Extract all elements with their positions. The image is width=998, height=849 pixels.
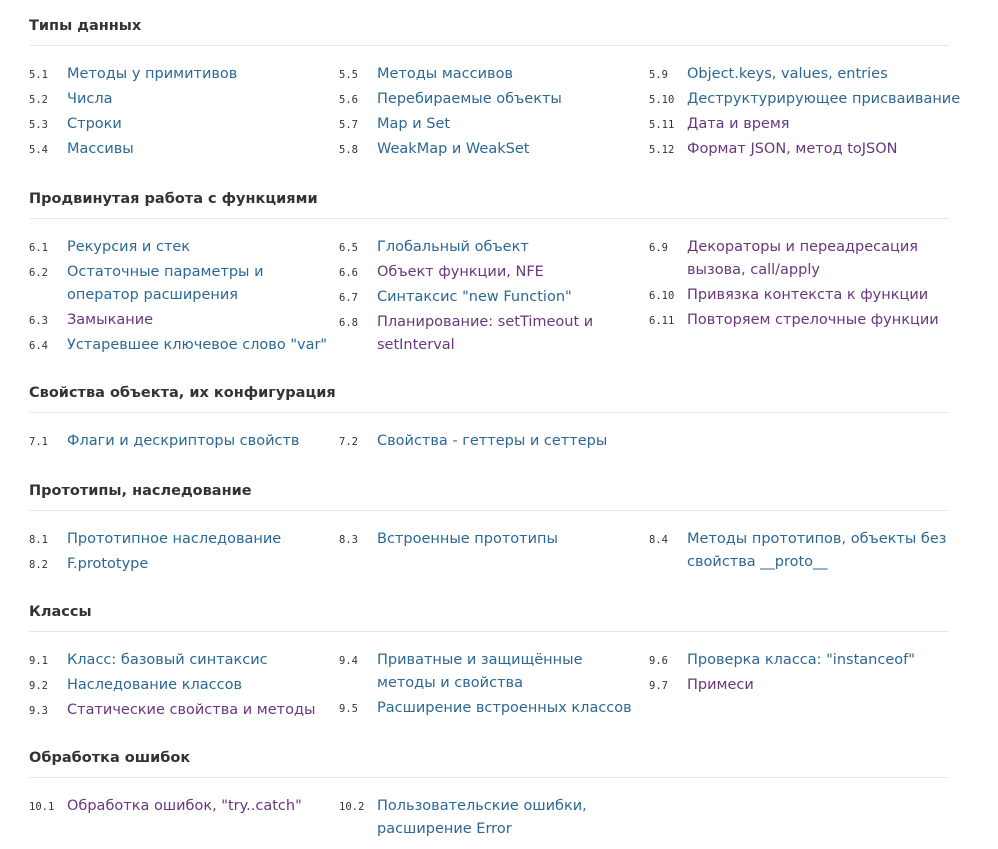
item-number: 6.7 [339,292,358,304]
item-number: 5.5 [339,69,358,81]
item-label: Пользовательские ошибки, расширение Error [377,798,587,837]
item-number: 5.7 [339,119,358,131]
item-number: 5.10 [649,94,675,106]
item-number: 5.1 [29,69,48,81]
item-label: Декораторы и переадресация вызова, call/apply [687,239,919,278]
item-number: 5.2 [29,94,48,106]
item-label: Глобальный объект [377,239,529,255]
item-label: Устаревшее ключевое слово "var" [67,337,328,353]
item-label: Проверка класса: "instanceof" [687,652,915,668]
section-divider [29,510,949,511]
item-number: 5.6 [339,94,358,106]
section-divider [29,777,949,778]
item-label: Дата и время [687,116,790,132]
item-number: 9.1 [29,655,48,667]
item-number: 9.7 [649,680,668,692]
item-label: Статические свойства и методы [67,702,316,718]
item-label: Перебираемые объекты [377,91,562,107]
item-label: Планирование: setTimeout и setInterval [377,314,594,353]
item-number: 6.3 [29,315,48,327]
item-number: 9.5 [339,703,358,715]
section-title-classes: Классы [29,604,92,620]
item-number: 8.1 [29,534,48,546]
item-label: Строки [67,116,122,132]
item-label: Деструктурирующее присваивание [687,91,961,107]
item-number: 6.6 [339,267,358,279]
item-number: 6.8 [339,317,358,329]
item-number: 9.3 [29,705,48,717]
item-number: 5.12 [649,144,675,156]
section-title-data-types: Типы данных [29,18,142,34]
item-label: Массивы [67,141,134,157]
item-number: 6.9 [649,242,668,254]
item-label: Замыкание [67,312,154,328]
item-number: 6.5 [339,242,358,254]
section-divider [29,631,949,632]
item-number: 5.3 [29,119,48,131]
item-label: Объект функции, NFE [377,264,544,280]
item-number: 9.4 [339,655,358,667]
item-label: Map и Set [377,116,451,132]
item-number: 8.2 [29,559,48,571]
item-label: Приватные и защищённые методы и свойства [377,652,583,691]
item-number: 8.4 [649,534,668,546]
section-divider [29,218,949,219]
item-label: Привязка контекста к функции [687,287,929,303]
section-title-advanced-functions: Продвинутая работа с функциями [29,191,318,207]
section-divider [29,412,949,413]
item-number: 5.9 [649,69,668,81]
item-number: 5.4 [29,144,48,156]
item-label: Класс: базовый синтаксис [67,652,268,668]
item-number: 6.10 [649,290,675,302]
item-number: 5.8 [339,144,358,156]
item-label: Примеси [687,677,754,693]
item-label: Синтаксис "new Function" [377,289,572,305]
item-number: 9.6 [649,655,668,667]
item-label: Наследование классов [67,677,242,693]
item-label: Рекурсия и стек [67,239,191,255]
item-number: 6.4 [29,340,48,352]
item-label: Прототипное наследование [67,531,282,547]
item-label: Формат JSON, метод toJSON [687,141,898,157]
item-label: Методы массивов [377,66,513,82]
item-label: WeakMap и WeakSet [377,141,530,157]
section-title-object-properties: Свойства объекта, их конфигурация [29,385,336,401]
item-number: 10.1 [29,801,55,813]
item-label: Флаги и дескрипторы свойств [67,433,300,449]
item-number: 7.1 [29,436,48,448]
item-label: Методы у примитивов [67,66,238,82]
section-title-error-handling: Обработка ошибок [29,750,191,766]
item-label: Расширение встроенных классов [377,700,632,716]
item-number: 8.3 [339,534,358,546]
item-number: 5.11 [649,119,675,131]
item-number: 6.2 [29,267,48,279]
section-title-prototypes: Прототипы, наследование [29,483,252,499]
item-label: Методы прототипов, объекты без свойства __proto__ [687,531,947,570]
item-label: F.prototype [67,556,149,572]
item-number: 9.2 [29,680,48,692]
item-label: Остаточные параметры и оператор расширения [67,264,264,303]
item-label: Повторяем стрелочные функции [687,312,939,328]
item-number: 10.2 [339,801,365,813]
item-number: 6.11 [649,315,675,327]
item-number: 6.1 [29,242,48,254]
section-divider [29,45,949,46]
item-label: Встроенные прототипы [377,531,558,547]
item-label: Свойства - геттеры и сеттеры [377,433,608,449]
item-label: Object.keys, values, entries [687,66,888,82]
item-label: Обработка ошибок, "try..catch" [67,798,302,814]
item-number: 7.2 [339,436,358,448]
item-label: Числа [67,91,113,107]
